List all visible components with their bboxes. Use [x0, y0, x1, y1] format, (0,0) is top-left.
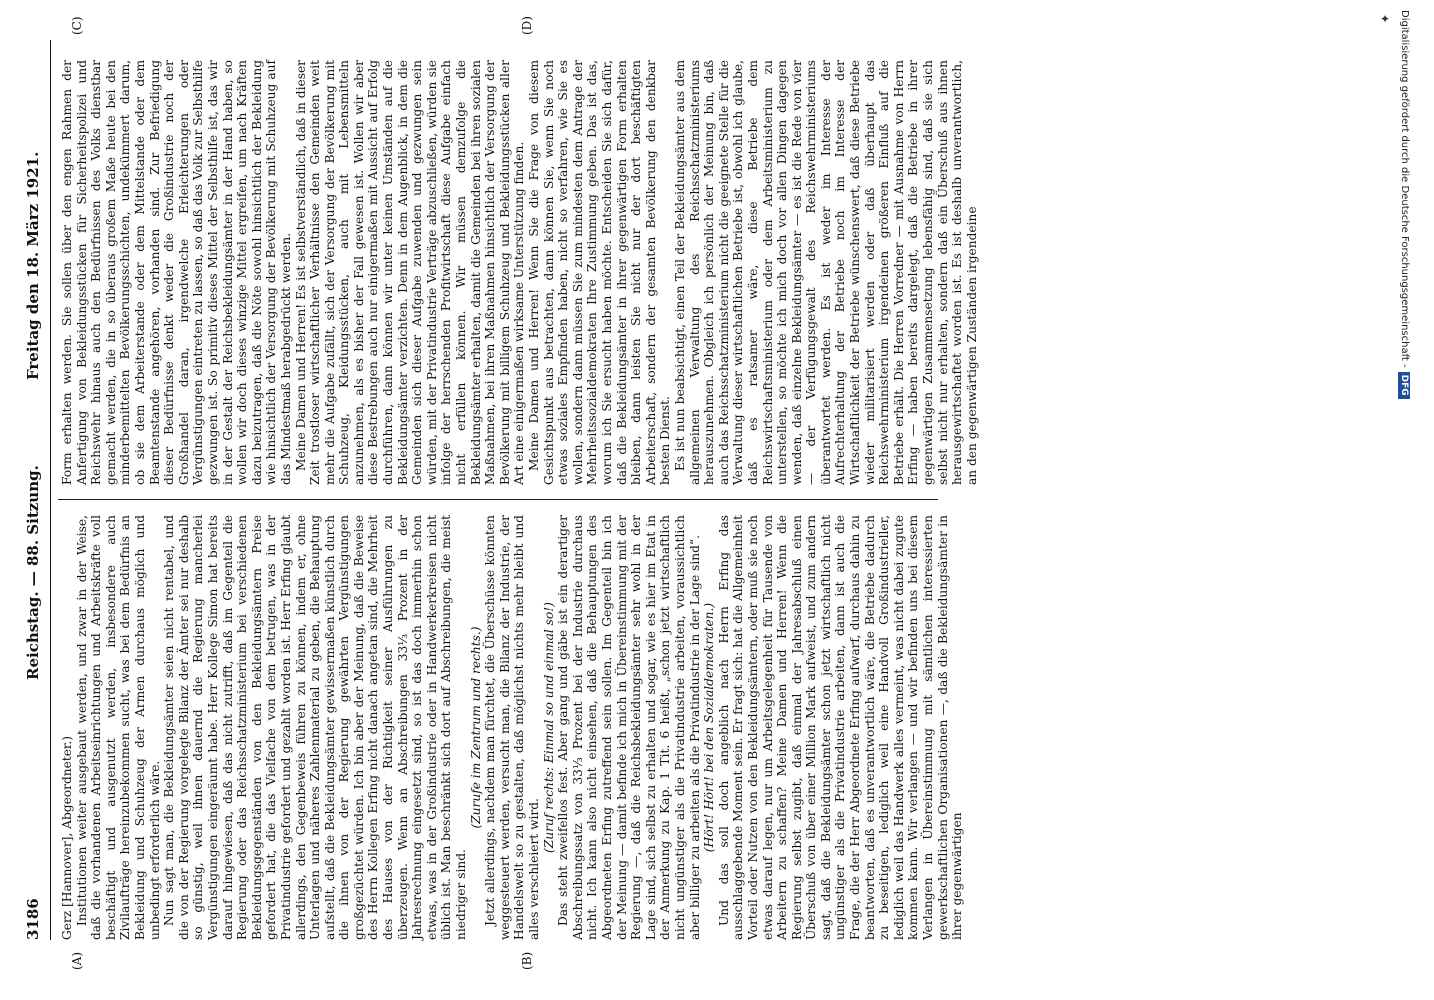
digitization-note-text: Digitalisierung gefördert durch die Deutsche Forschungsgemeinschaft - [1399, 10, 1410, 368]
paragraph: Institutionen weiter ausgebaut werden, und zwar in der Weise, daß die vorhandenen Arbeitseinrichtungen und Arbeitskräfte voll beschäftigt und ausgenutzt werden, insbesondere auch Zivilaufträge hereinzubekommen sucht, was bei dem Bedürfnis an Bekleidung und Schuhzeug der Armen durchaus möglich und unbedingt erforderlich wäre. [74, 515, 162, 940]
margin-marker-a: (A) [70, 951, 84, 970]
interjection: (Zuruf rechts: Einmal so und einmal so!) [541, 602, 556, 853]
header-right-title: Freitag den 18. März 1921. [24, 151, 42, 380]
paragraph: Meine Damen und Herren! Es ist selbstverständlich, daß in dieser Zeit trostloser wirtschaftlicher Verhältnisse den Gemeinden weit mehr die Aufgabe zufällt, sich der Versorgung der Bevölkerung mit Schuhzeug, Kleidungsstücken, auch mit Lebensmitteln anzunehmen, als es bisher der Fall gewesen ist. Wollen wir aber diese Bestrebungen auch nur einigermaßen mit Aussicht auf Erfolg durchführen, dann können wir unter keinen Umständen auf die Bekleidungsämter verzichten. Denn in dem Augenblick, in dem die Gemeinden sich dieser Aufgabe zuwenden und gezwungen sein würden, mit der Privatindustrie Verträge abzuschließen, würden sie infolge der herrschenden Profitwirtschaft diese Aufgabe einfach nicht erfüllen können. Wir müssen demzufolge die Bekleidungsämter erhalten, damit die Gemeinden bei ihren sozialen Maßnahmen, bei ihren Maßnahmen hinsichtlich der Versorgung der Bevölkerung mit billigem Schuhzeug und Bekleidungsstücken aller Art eine einigermaßen wirksame Unterstützung finden. [293, 60, 527, 485]
header-rule [50, 40, 51, 940]
speaker-line: Gerz [Hannover], Abgeordneter.) [60, 735, 74, 940]
right-text-column [60, 60, 979, 485]
margin-marker-d: (D) [520, 16, 534, 35]
digitization-note [1394, 10, 1410, 990]
decorative-star-icon: ✦ [1380, 12, 1391, 26]
paragraph: Form erhalten werden. Sie sollen über den engen Rahmen der Anfertigung von Bekleidungsstücken für Sicherheitspolizei und Reichswehr hinaus auch den Bedürfnissen des Volks dienstbar gemacht werden, die in so überaus großem Maße heute bei den minderbemittelten Bevölkerungsschichten, undekümmert darum, ob sie dem Arbeiterstande oder dem Mittelstande oder dem Beamtenstande angehören, vorhanden sind. Zur Befriedigung dieser Bedürfnisse denkt weder die Großindustrie noch der Großhandel daran, irgendwelche Erleichterungen oder Vergünstigungen eintreten zu lassen, so daß das Volk zur Selbsthilfe gezwungen ist. So primitiv dieses Mittel der Selbsthilfe ist, das wir in der Gestalt der Reichsbekleidungsämter in der Hand haben, so wollen wir doch dieses winzige Mittel ergreifen, um nach Kräften dazu beizutragen, daß die Nöte sowohl hinsichtlich der Bekleidung wie hinsichtlich der Versorgung der Bevölkerung mit Schuhzeug auf das Mindestmaß herabgedrückt werden. [60, 60, 293, 485]
interjection: (Zurufe im Zentrum und rechts.) [468, 626, 483, 829]
page-header [24, 40, 46, 940]
paragraph: Nun sagt man, die Bekleidungsämter seien nicht rentabel, und die von der Regierung vorgelegte Bilanz der Ämter sei nur deshalb so günstig, weil ihnen dauernd die Regierung mancherlei Vergünstigungen eingeräumt habe. Herr Kollege Simon hat bereits darauf hingewiesen, daß das nicht zutrifft, daß im Gegenteil die Regierung oder das Reichsschatzministerium bei verschiedenen Bekleidungsgegenständen von den Bekleidungsämtern Preise gefordert hat, die das Vielfache von dem betrugen, was in der Privatindustrie gefordert und gezahlt worden ist. Herr Erfing glaubt allerdings, den Gegenbeweis führen zu können, indem er, ohne Unterlagen und näheres Zahlenmaterial zu geben, die Behauptung aufstellt, daß die Bekleidungsämter gewissermaßen künstlich durch die ihnen von der Regierung gewährten Vergünstigungen großgezüchtet würden. Ich bin aber der Meinung, daß die Beweise des Herrn Kollegen Erfing nicht danach angetan sind, die Mehrheit des Hauses von der Richtigkeit seiner Ausführungen zu überzeugen. Wenn an Abschreibungen 33⅓ Prozent in der Jahresrechnung eingesetzt sind, so ist das doch immerhin schon etwas, was in der Großindustrie oder in Handwerkerkreisen nicht üblich ist. Man beschränkt sich dort auf Abschreibungen, die meist niedriger sind. [162, 515, 469, 940]
interjection: (Hört! Hört! bei den Sozialdemokraten.) [702, 602, 717, 853]
paragraph: Jetzt allerdings, nachdem man fürchtet, die Überschüsse könnten weggesteuert werden, versucht man, die Bilanz der Industrie, der Handelswelt so zu gestalten, daß möglichst nichts mehr bleibt und alles verschleiert wird. [483, 515, 541, 940]
margin-marker-c: (C) [70, 16, 84, 35]
paragraph: Und das soll doch angeblich nach Herrn Erfing das ausschlaggebende Moment sein. Er fragt sich: hat die Allgemeinheit Vorteil oder Nutzen von den Bekleidungsämtern, oder muß sie noch etwas darauf legen, nur um Arbeitsgelegenheit für Tausende von Arbeitern zu schaffen? Meine Damen und Herren! Wenn die Regierung selbst zugibt, daß einmal der Jahresabschluß einen Überschuß von über einer Million Mark aufweist, und zum andern sagt, daß die Bekleidungsämter schon jetzt wirtschaftlich nicht ungünstiger als die Privatindustrie arbeiten, dann ist auch die Frage, die der Herr Abgeordnete Erfing aufwarf, durchaus dahin zu beantworten, daß es unverantwortlich wäre, die Betriebe dadurch zu beseitigen, lediglich weil eine Handvoll Großindustrieller, lediglich weil das Handwerk alles vermeint, was nicht dabei zugute kommen kann. Wir verlangen — und wir befinden uns bei diesem Verlangen in Übereinstimmung mit sämtlichen interessierten gewerkschaftlichen Organisationen —, daß die Bekleidungsämter in ihrer gegenwärtigen [716, 515, 965, 940]
rotated-page [10, 0, 1400, 1000]
page-number: 3186 [24, 898, 42, 940]
dfg-logo-icon: DFG [1398, 372, 1410, 399]
left-text-column [60, 515, 965, 940]
column-divider [58, 499, 938, 500]
paragraph: Das steht zweifellos fest. Aber gang und gäbe ist ein derartiger Abschreibungssatz von 33⅓ Prozent bei der Industrie durchaus nicht. Ich kann also nicht einsehen, daß die Behauptungen des Abgeordneten Erfing zutreffend sein sollen. Im Gegenteil bin ich der Meinung — damit befinde ich mich in Übereinstimmung mit der Regierung —, daß die Reichsbekleidungsämter sehr wohl in der Lage sind, sich selbst zu erhalten und sogar, wie es hier im Etat in der Anmerkung zu Kap. 1 Tit. 6 heißt, „schon jetzt wirtschaftlich nicht ungünstiger als die Privatindustrie arbeiten, voraussichtlich aber billiger zu arbeiten als die Privatindustrie in der Lage sind“. [556, 515, 702, 940]
header-left-title: Reichstag. — 88. Sitzung. [24, 465, 42, 680]
margin-marker-b: (B) [520, 951, 534, 970]
paragraph: Es ist nun beabsichtigt, einen Teil der Bekleidungsämter aus dem allgemeinen Verwaltung des Reichsschatzministeriums herauszunehmen. Obgleich ich persönlich der Meinung bin, daß auch das Reichsschatzministerium nicht die geeignete Stelle für die Verwaltung dieser wirtschaftlichen Betriebe ist, obwohl ich glaube, daß es ratsamer wäre, diese Betriebe dem Reichswirtschaftsministerium oder dem Arbeitsministerium zu unterstellen, so möchte ich mich doch vor allen Dingen dagegen wenden, daß einzelne Bekleidungsämter — es ist die Rede von vier — der Verfügungsgewalt des Reichswehrministeriums überantwortet werden. Es ist weder im Interesse der Aufrechterhaltung der Betriebe noch im Interesse der Wirtschaftlichkeit der Betriebe wünschenswert, daß diese Betriebe wieder militarisiert werden oder daß überhaupt das Reichswehrministerium irgendeinen größeren Einfluß auf die Betriebe erhält. Die Herren Vorredner — mit Ausnahme von Herrn Erfing — haben bereits dargelegt, daß die Betriebe in ihrer gegenwärtigen Zusammensetzung lebensfähig sind, daß sie sich selbst nicht nur erhalten, sondern daß ein Überschuß aus ihnen herausgewirtschaftet worden ist. Es ist deshalb unverantwortlich, an den gegenwärtigen Zuständen irgendeine [672, 60, 979, 485]
paragraph: Meine Damen und Herren! Wenn Sie die Frage von diesem Gesichtspunkt aus betrachten, dann können Sie, wenn Sie noch etwas soziales Empfinden haben, nicht so verfahren, wie Sie es wollen, sondern dann müssen Sie zum mindesten dem Antrage der Mehrheitssozialdemokraten Ihre Zustimmung geben. Das ist das, worum ich Sie ersucht haben möchte. Entscheiden Sie sich dafür, daß die Bekleidungsämter in ihrer gegenwärtigen Form erhalten bleiben, dann leisten Sie nicht nur der dort beschäftigten Arbeiterschaft, sondern der gesamten Bevölkerung den denkbar besten Dienst. [527, 60, 673, 485]
